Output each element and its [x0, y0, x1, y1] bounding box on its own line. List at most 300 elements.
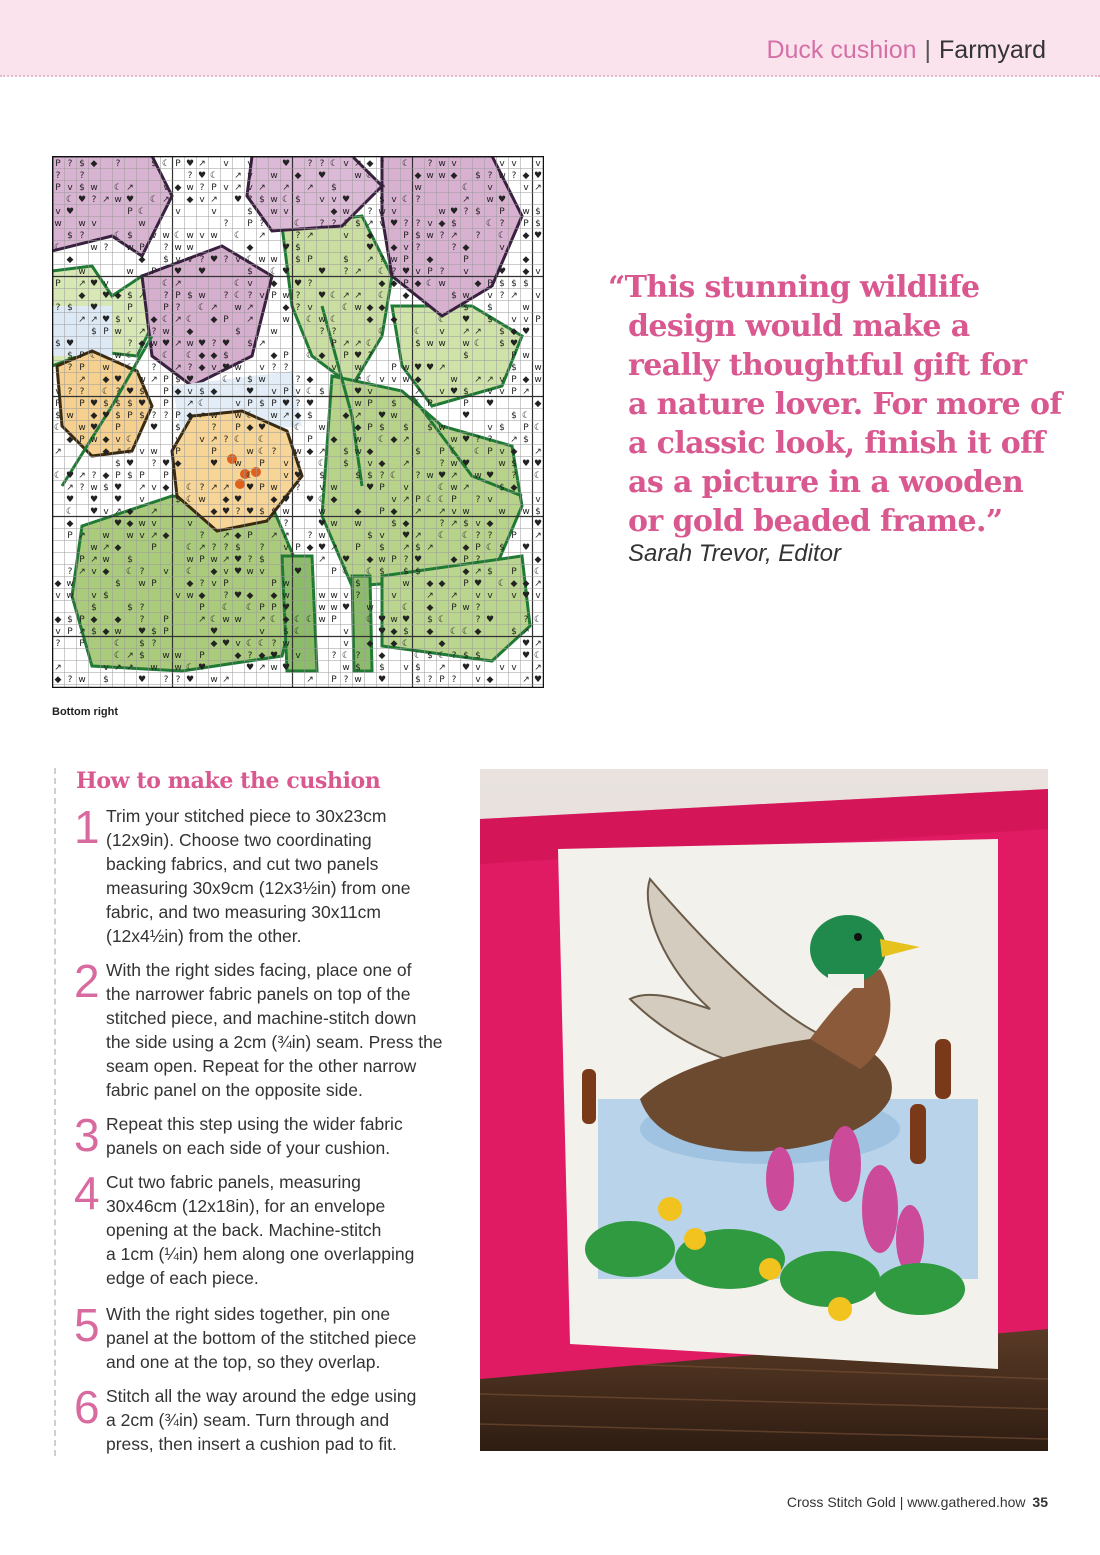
- chart-symbol: v: [451, 507, 457, 517]
- chart-symbol: ?: [403, 555, 409, 565]
- chart-symbol: ☾: [161, 159, 171, 169]
- step-text: [106, 1384, 456, 1456]
- chart-symbol: ?: [91, 195, 97, 205]
- chart-symbol: $: [55, 411, 61, 421]
- step-line: With the right sides facing, place one of: [106, 960, 412, 980]
- chart-symbol: w: [522, 303, 530, 313]
- chart-symbol: v: [223, 183, 229, 193]
- chart-symbol: ◆: [162, 531, 170, 541]
- chart-symbol: $: [115, 411, 121, 421]
- chart-symbol: ◆: [126, 519, 134, 529]
- chart-symbol: ↗: [150, 531, 158, 541]
- chart-symbol: ?: [199, 531, 205, 541]
- chart-symbol: ?: [439, 267, 445, 277]
- chart-symbol: ♥: [221, 639, 231, 649]
- chart-symbol: w: [138, 519, 146, 529]
- chart-symbol: w: [426, 171, 434, 181]
- chart-symbol: v: [511, 591, 517, 601]
- chart-symbol: ?: [271, 363, 277, 373]
- chart-symbol: ↗: [306, 675, 314, 685]
- chart-symbol: ☾: [449, 627, 459, 637]
- chart-symbol: ♥: [317, 543, 327, 553]
- chart-symbol: ↗: [534, 663, 542, 673]
- chart-symbol: ♥: [257, 423, 267, 433]
- chart-symbol: $: [139, 651, 145, 661]
- chart-symbol: ?: [415, 243, 421, 253]
- chart-symbol: $: [235, 327, 241, 337]
- chart-symbol: P: [79, 351, 85, 361]
- chart-symbol: w: [450, 435, 458, 445]
- chart-symbol: ◆: [402, 291, 410, 301]
- chart-symbol: ↗: [210, 303, 218, 313]
- chart-symbol: w: [174, 663, 182, 673]
- chart-symbol: v: [511, 315, 517, 325]
- chart-symbol: ↗: [174, 339, 182, 349]
- chart-symbol: ↗: [114, 447, 122, 457]
- chart-symbol: v: [379, 375, 385, 385]
- chart-symbol: ♥: [533, 171, 543, 181]
- chart-symbol: ♥: [101, 411, 111, 421]
- chart-symbol: v: [475, 675, 481, 685]
- chart-symbol: ↗: [450, 231, 458, 241]
- chart-symbol: ♥: [137, 399, 147, 409]
- chart-symbol: ◆: [366, 159, 374, 169]
- chart-symbol: ☾: [425, 279, 435, 289]
- step-line: 30x46cm (12x18in), for an envelope: [106, 1196, 386, 1216]
- chart-symbol: ◆: [462, 543, 470, 553]
- chart-symbol: ♥: [281, 495, 291, 505]
- quote-line: or gold beaded frame.”: [628, 504, 1003, 539]
- chart-symbol: ☾: [533, 615, 543, 625]
- chart-symbol: $: [223, 351, 229, 361]
- chart-symbol: v: [199, 231, 205, 241]
- chart-symbol: P: [115, 471, 121, 481]
- chart-symbol: ◆: [210, 351, 218, 361]
- chart-symbol: $: [247, 375, 253, 385]
- chart-symbol: w: [318, 423, 326, 433]
- chart-symbol: ↗: [54, 663, 62, 673]
- chart-symbol: v: [499, 243, 505, 253]
- chart-symbol: ☾: [389, 471, 399, 481]
- chart-symbol: ?: [295, 291, 301, 301]
- chart-symbol: ◆: [378, 459, 386, 469]
- chart-symbol: v: [535, 591, 541, 601]
- step-number: 1: [74, 801, 100, 853]
- chart-symbol: P: [379, 483, 385, 493]
- chart-symbol: $: [103, 591, 109, 601]
- chart-symbol: ☾: [329, 315, 339, 325]
- chart-symbol: ♥: [353, 387, 363, 397]
- chart-symbol: ◆: [522, 255, 530, 265]
- chart-symbol: w: [150, 447, 158, 457]
- chart-symbol: ↗: [402, 459, 410, 469]
- chart-symbol: $: [427, 651, 433, 661]
- chart-symbol: ?: [139, 567, 145, 577]
- chart-symbol: P: [331, 567, 337, 577]
- chart-symbol: w: [450, 459, 458, 469]
- chart-symbol: $: [511, 363, 517, 373]
- chart-symbol: ?: [199, 483, 205, 493]
- chart-symbol: ?: [487, 435, 493, 445]
- chart-symbol: ↗: [234, 171, 242, 181]
- chart-symbol: ◆: [198, 591, 206, 601]
- chart-symbol: ◆: [246, 243, 254, 253]
- chart-symbol: w: [438, 423, 446, 433]
- chart-symbol: ♥: [233, 591, 243, 601]
- chart-symbol: w: [282, 579, 290, 589]
- chart-symbol: ?: [67, 675, 73, 685]
- chart-symbol: w: [174, 651, 182, 661]
- chart-symbol: ☾: [185, 483, 195, 493]
- chart-symbol: $: [127, 231, 133, 241]
- chart-symbol: $: [367, 471, 373, 481]
- chart-symbol: ?: [367, 351, 373, 361]
- chart-symbol: w: [114, 327, 122, 337]
- chart-symbol: ↗: [450, 519, 458, 529]
- chart-symbol: $: [415, 675, 421, 685]
- chart-symbol: ↗: [366, 255, 374, 265]
- chart-symbol: $: [523, 279, 529, 289]
- chart-symbol: v: [487, 183, 493, 193]
- chart-symbol: $: [103, 399, 109, 409]
- chart-symbol: v: [403, 243, 409, 253]
- chart-symbol: ?: [151, 411, 157, 421]
- chart-symbol: w: [234, 459, 242, 469]
- chart-symbol: $: [523, 435, 529, 445]
- chart-symbol: ☾: [377, 435, 387, 445]
- chart-symbol: v: [403, 483, 409, 493]
- step-line: With the right sides together, pin one: [106, 1304, 391, 1324]
- chart-symbol: w: [462, 603, 470, 613]
- chart-symbol: ↗: [54, 447, 62, 457]
- chart-symbol: ◆: [522, 171, 530, 181]
- chart-symbol: ◆: [534, 555, 542, 565]
- chart-symbol: w: [522, 207, 530, 217]
- chart-symbol: ?: [415, 195, 421, 205]
- chart-symbol: ☾: [125, 363, 135, 373]
- chart-symbol: ☾: [365, 339, 375, 349]
- chart-symbol: v: [391, 207, 397, 217]
- chart-symbol: w: [438, 339, 446, 349]
- chart-symbol: $: [103, 675, 109, 685]
- chart-symbol: w: [522, 351, 530, 361]
- chart-symbol: ◆: [186, 327, 194, 337]
- chart-symbol: ☾: [461, 531, 471, 541]
- chart-symbol: v: [163, 183, 169, 193]
- chart-symbol: ◆: [186, 195, 194, 205]
- chart-symbol: ☾: [65, 507, 75, 517]
- chart-symbol: ◆: [234, 651, 242, 661]
- chart-symbol: ↗: [402, 543, 410, 553]
- chart-symbol: v: [487, 495, 493, 505]
- chart-symbol: ☾: [533, 567, 543, 577]
- step-line: seam open. Repeat for the other narrow: [106, 1056, 417, 1076]
- chart-symbol: ◆: [138, 255, 146, 265]
- chart-symbol: w: [270, 207, 278, 217]
- chart-symbol: $: [175, 423, 181, 433]
- chart-symbol: ◆: [294, 171, 302, 181]
- chart-symbol: ◆: [342, 411, 350, 421]
- chart-symbol: w: [282, 591, 290, 601]
- chart-symbol: ♥: [353, 351, 363, 361]
- chart-symbol: ♥: [317, 519, 327, 529]
- chart-symbol: ◆: [90, 159, 98, 169]
- chart-symbol: ◆: [390, 315, 398, 325]
- chart-symbol: ♥: [401, 267, 411, 277]
- chart-symbol: ◆: [378, 279, 386, 289]
- chart-symbol: ↗: [462, 195, 470, 205]
- chart-symbol: v: [235, 255, 241, 265]
- chart-symbol: ?: [175, 303, 181, 313]
- chart-symbol: ♥: [65, 339, 75, 349]
- chart-symbol: P: [151, 579, 157, 589]
- step-text: [106, 1170, 456, 1290]
- chart-symbol: $: [163, 255, 169, 265]
- chart-symbol: ?: [259, 219, 265, 229]
- step-line: edge of each piece.: [106, 1268, 259, 1288]
- chart-symbol: P: [163, 387, 169, 397]
- chart-symbol: ?: [487, 171, 493, 181]
- chart-symbol: ◆: [318, 351, 326, 361]
- chart-symbol: ♥: [377, 675, 387, 685]
- chart-symbol: w: [318, 615, 326, 625]
- chart-symbol: ☾: [413, 327, 423, 337]
- chart-symbol: P: [151, 267, 157, 277]
- chart-symbol: ☾: [341, 567, 351, 577]
- chart-symbol: ☾: [233, 231, 243, 241]
- chart-symbol: ☾: [413, 651, 423, 661]
- chart-symbol: $: [499, 483, 505, 493]
- chart-symbol: $: [355, 471, 361, 481]
- chart-symbol: $: [271, 507, 277, 517]
- chart-symbol: w: [318, 603, 326, 613]
- chart-symbol: w: [186, 591, 194, 601]
- chart-symbol: ♥: [197, 663, 207, 673]
- chart-symbol: v: [343, 231, 349, 241]
- chart-symbol: ☾: [185, 543, 195, 553]
- chart-symbol: P: [175, 447, 181, 457]
- chart-symbol: $: [511, 459, 517, 469]
- category-title: Farmyard: [939, 36, 1046, 64]
- chart-symbol: ?: [67, 567, 73, 577]
- chart-symbol: ↗: [162, 195, 170, 205]
- chart-symbol: w: [210, 231, 218, 241]
- chart-symbol: P: [79, 639, 85, 649]
- chart-symbol: v: [367, 459, 373, 469]
- chart-symbol: ?: [127, 339, 133, 349]
- chart-symbol: ◆: [414, 171, 422, 181]
- chart-symbol: $: [319, 471, 325, 481]
- chart-symbol: P: [367, 399, 373, 409]
- chart-symbol: ◆: [54, 675, 62, 685]
- chart-symbol: v: [367, 387, 373, 397]
- chart-symbol: w: [354, 399, 362, 409]
- chart-symbol: ☾: [113, 231, 123, 241]
- chart-symbol: P: [127, 303, 133, 313]
- chart-symbol: P: [463, 399, 469, 409]
- chart-symbol: w: [102, 555, 110, 565]
- chart-symbol: v: [151, 483, 157, 493]
- chart-symbol: ◆: [366, 303, 374, 313]
- chart-symbol: $: [379, 543, 385, 553]
- chart-symbol: ?: [475, 495, 481, 505]
- chart-symbol: ◆: [294, 411, 302, 421]
- chart-symbol: ?: [79, 483, 85, 493]
- chart-symbol: $: [127, 471, 133, 481]
- chart-symbol: w: [198, 495, 206, 505]
- chart-symbol: w: [318, 315, 326, 325]
- chart-symbol: w: [234, 411, 242, 421]
- chart-symbol: ?: [379, 255, 385, 265]
- chart-symbol: v: [499, 663, 505, 673]
- chart-symbol: ↗: [198, 615, 206, 625]
- running-head: [766, 36, 1046, 65]
- chart-symbol: ↗: [222, 675, 230, 685]
- chart-symbol: $: [403, 627, 409, 637]
- chart-symbol: ♥: [485, 399, 495, 409]
- chart-symbol: $: [247, 207, 253, 217]
- chart-symbol: v: [235, 375, 241, 385]
- chart-symbol: v: [379, 531, 385, 541]
- chart-symbol: ↗: [90, 315, 98, 325]
- chart-symbol: ?: [475, 531, 481, 541]
- chart-symbol: ↗: [438, 507, 446, 517]
- chart-symbol: ◆: [54, 615, 62, 625]
- chart-symbol: ?: [439, 459, 445, 469]
- quote-line: as a picture in a wooden: [628, 465, 1024, 500]
- chart-symbol: ?: [295, 375, 301, 385]
- chart-symbol: ♥: [65, 495, 75, 505]
- chart-symbol: ↗: [354, 291, 362, 301]
- chart-symbol: P: [451, 603, 457, 613]
- chart-symbol: $: [91, 327, 97, 337]
- chart-symbol: ☾: [341, 651, 351, 661]
- chart-symbol: ↗: [270, 531, 278, 541]
- chart-symbol: $: [127, 291, 133, 301]
- chart-symbol: ◆: [330, 207, 338, 217]
- chart-symbol: v: [343, 639, 349, 649]
- chart-symbol: ☾: [305, 615, 315, 625]
- chart-symbol: ◆: [246, 591, 254, 601]
- chart-symbol: ☾: [65, 195, 75, 205]
- chart-symbol: P: [463, 255, 469, 265]
- chart-symbol: ♥: [185, 159, 195, 169]
- chart-symbol: P: [55, 399, 61, 409]
- chart-symbol: $: [499, 543, 505, 553]
- chart-symbol: $: [391, 399, 397, 409]
- chart-symbol: ◆: [330, 495, 338, 505]
- chart-symbol: w: [78, 219, 86, 229]
- chart-symbol: w: [426, 339, 434, 349]
- chart-symbol: ◆: [438, 639, 446, 649]
- chart-symbol: $: [91, 603, 97, 613]
- chart-symbol: ♥: [161, 459, 171, 469]
- chart-symbol: w: [138, 579, 146, 589]
- step-text: [106, 1302, 456, 1374]
- chart-symbol: w: [342, 663, 350, 673]
- chart-symbol: P: [127, 207, 133, 217]
- chart-symbol: $: [403, 423, 409, 433]
- chart-symbol: ↗: [198, 543, 206, 553]
- step-number: 3: [74, 1109, 100, 1161]
- chart-symbol: ?: [295, 231, 301, 241]
- chart-symbol: ☾: [101, 387, 111, 397]
- chart-symbol: $: [415, 339, 421, 349]
- chart-symbol: ↗: [438, 663, 446, 673]
- chart-symbol: v: [55, 627, 61, 637]
- chart-symbol: v: [283, 459, 289, 469]
- section-dashed-rule: [54, 768, 56, 1456]
- chart-symbol: ♥: [365, 243, 375, 253]
- chart-symbol: ♥: [377, 627, 387, 637]
- chart-symbol: ◆: [390, 243, 398, 253]
- chart-symbol: w: [498, 507, 506, 517]
- chart-symbol: ☾: [293, 423, 303, 433]
- chart-symbol: w: [486, 195, 494, 205]
- chart-symbol: ↗: [102, 543, 110, 553]
- chart-symbol: ☾: [245, 471, 255, 481]
- chart-symbol: ?: [391, 267, 397, 277]
- chart-symbol: $: [487, 315, 493, 325]
- chart-symbol: ☾: [53, 423, 63, 433]
- chart-symbol: ♥: [413, 363, 423, 373]
- chart-symbol: w: [78, 423, 86, 433]
- chart-symbol: ☾: [185, 663, 195, 673]
- chart-symbol: w: [90, 483, 98, 493]
- chart-symbol: $: [247, 339, 253, 349]
- chart-symbol: ?: [331, 219, 337, 229]
- chart-symbol: ?: [415, 219, 421, 229]
- chart-symbol: v: [451, 159, 457, 169]
- chart-symbol: ?: [295, 399, 301, 409]
- chart-symbol: $: [79, 159, 85, 169]
- chart-symbol: ☾: [185, 567, 195, 577]
- chart-symbol: $: [463, 519, 469, 529]
- chart-symbol: $: [511, 411, 517, 421]
- chart-symbol: v: [463, 267, 469, 277]
- chart-symbol: w: [174, 243, 182, 253]
- chart-symbol: ◆: [354, 507, 362, 517]
- chart-symbol: w: [438, 171, 446, 181]
- chart-symbol: ◆: [510, 579, 518, 589]
- step-line: opening at the back. Machine-stitch: [106, 1220, 382, 1240]
- chart-symbol: ◆: [426, 603, 434, 613]
- chart-symbol: v: [235, 639, 241, 649]
- chart-symbol: v: [223, 567, 229, 577]
- chart-symbol: w: [222, 615, 230, 625]
- chart-symbol: ♥: [401, 615, 411, 625]
- step-number: 2: [74, 955, 100, 1007]
- chart-symbol: ♥: [281, 243, 291, 253]
- step-line: stitched piece, and machine-stitch down: [106, 1008, 417, 1028]
- chart-symbol: ♥: [341, 603, 351, 613]
- chart-symbol: ?: [295, 483, 301, 493]
- chart-symbol: ♥: [221, 339, 231, 349]
- chart-symbol: P: [295, 543, 301, 553]
- chart-symbol: ◆: [330, 435, 338, 445]
- chart-symbol: w: [150, 339, 158, 349]
- chart-symbol: v: [499, 159, 505, 169]
- chart-symbol: w: [78, 675, 86, 685]
- chart-symbol: w: [282, 639, 290, 649]
- chart-symbol: ☾: [473, 447, 483, 457]
- chart-symbol: $: [415, 231, 421, 241]
- chart-symbol: P: [55, 279, 61, 289]
- chart-symbol: ◆: [102, 567, 110, 577]
- chart-symbol: P: [55, 159, 61, 169]
- chart-symbol: ↗: [210, 483, 218, 493]
- chart-symbol: ♥: [197, 339, 207, 349]
